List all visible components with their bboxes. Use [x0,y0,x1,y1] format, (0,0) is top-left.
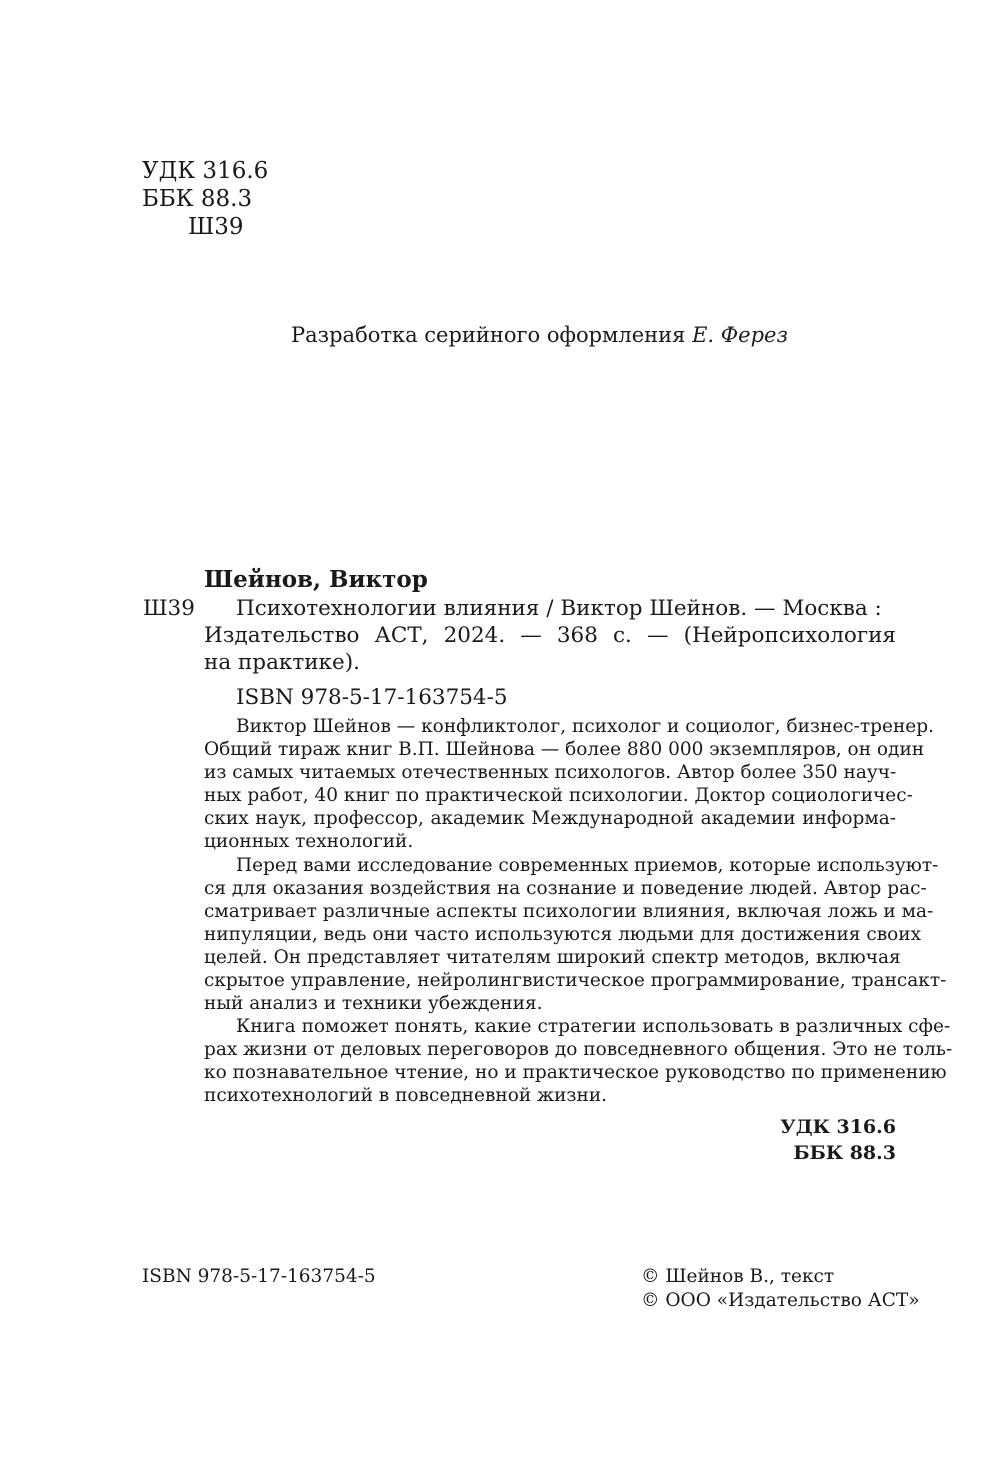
udk-code-bold: УДК 316.6 [780,1116,896,1138]
annotation-p2-line-4: нипуляции, ведь они часто используются людьми для достижения своих [204,924,922,945]
annotation-p2-line-1: Перед вами исследование современных приемов, которые используют- [236,855,939,876]
annotation-p1-line-2: Общий тираж книг В.П. Шейнова — более 880 000 экземпляров, он один [204,739,925,760]
biblio-line-3: на практике). [204,650,360,675]
series-design-credit [291,323,788,347]
annotation-p1-line-1: Виктор Шейнов — конфликтолог, психолог и социолог, бизнес-тренер. [236,716,934,737]
isbn-main: ISBN 978-5-17-163754-5 [236,685,508,710]
right-classification-codes [696,1114,896,1166]
annotation-p3-line-4: психотехнологий в повседневной жизни. [204,1085,608,1106]
annotation-p2-line-3: сматривает различные аспекты психологии влияния, включая ложь и ма- [204,901,934,922]
annotation [204,716,953,1106]
annotation-p2-line-6: скрытое управление, нейролингвистическое программирование, трансакт- [204,970,947,991]
copyright-author: © Шейнов В., текст [641,1266,835,1287]
bbk-code: ББК 88.3 [142,186,253,212]
biblio-line-2: Издательство АСТ, 2024. — 368 с. — (Нейропсихология [204,623,896,648]
annotation-p3-line-3: ко познавательное чтение, но и практическое руководство по применению [204,1062,947,1083]
annotation-p3-line-2: рах жизни от деловых переговоров до повседневного общения. Это не толь- [204,1039,953,1060]
author-sign: Ш39 [143,596,195,621]
author-heading: Шейнов, Виктор [204,566,428,593]
biblio-line-1: Психотехнологии влияния / Виктор Шейнов. — Москва : [236,596,882,621]
author-sign-code: Ш39 [188,214,244,240]
credit-text: Разработка серийного оформления [291,323,693,347]
annotation-p2-line-7: ный анализ и техники убеждения. [204,993,543,1014]
annotation-p1-line-3: из самых читаемых отечественных психологов. Автор более 350 науч- [204,762,897,783]
annotation-p1-line-4: ных работ, 40 книг по практической психологии. Доктор социологичес- [204,785,913,806]
annotation-p2-line-5: целей. Он представляет читателям широкий спектр методов, включая [204,947,901,968]
annotation-p2-line-2: ся для оказания воздействия на сознание и поведение людей. Автор рас- [204,878,927,899]
designer-name: Е. Ферез [692,323,788,347]
bbk-code-bold: ББК 88.3 [793,1142,896,1164]
copyright-publisher: © ООО «Издательство АСТ» [641,1290,920,1311]
annotation-p1-line-5: ских наук, профессор, академик Международной академии информа- [204,808,896,829]
annotation-p3-line-1: Книга поможет понять, какие стратегии использовать в различных сфе- [236,1016,951,1037]
udk-code: УДК 316.6 [142,158,269,184]
annotation-p1-line-6: ционных технологий. [204,831,414,852]
footer-isbn: ISBN 978-5-17-163754-5 [142,1266,376,1287]
